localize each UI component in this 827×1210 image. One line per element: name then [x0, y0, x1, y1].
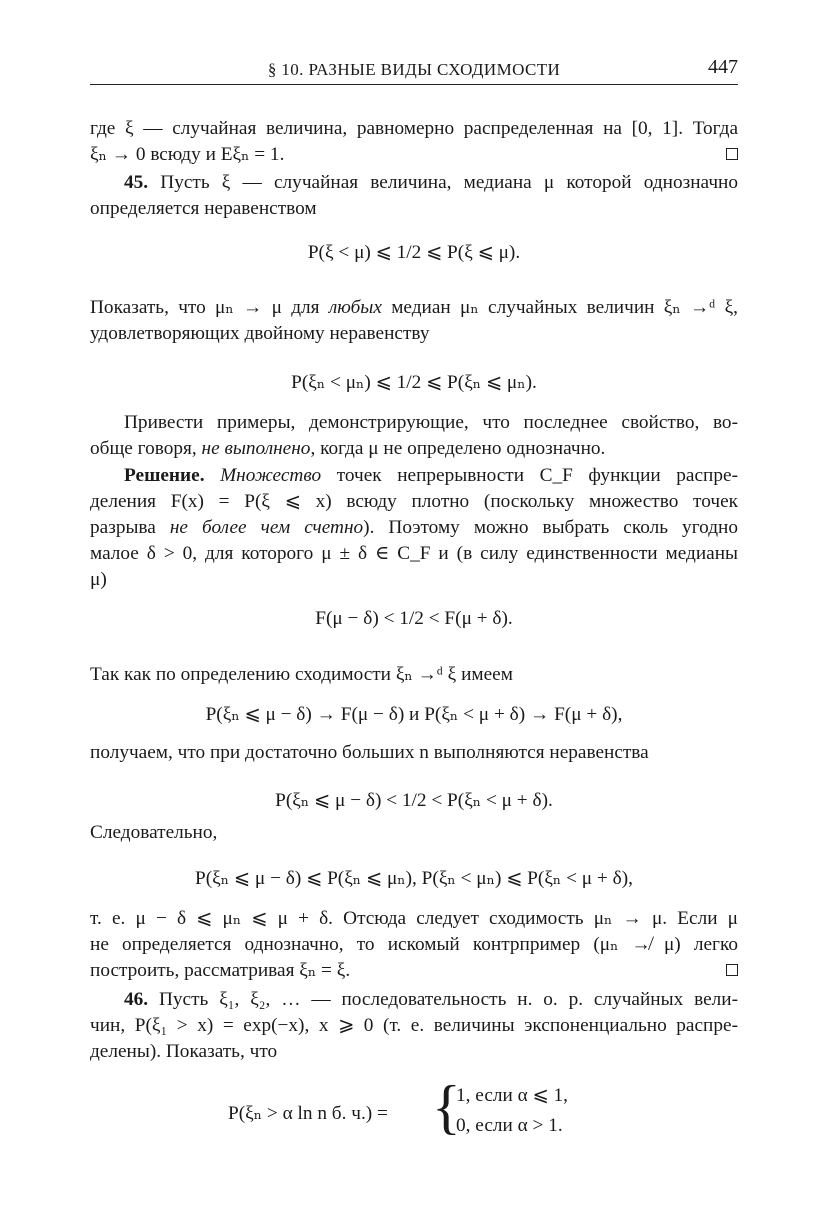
text-line: чин, P(ξ₁ > x) = exp(−x), x ⩾ 0 (т. е. величины экспоненциально распре-	[90, 1015, 738, 1036]
problem-number: 46.	[124, 989, 149, 1010]
text-line: малое δ > 0, для которого μ ± δ ∈ C_F и (в силу единственности медианы	[90, 543, 738, 564]
text-line	[90, 436, 738, 462]
solution-label: Решение.	[124, 465, 205, 486]
end-of-proof-icon	[726, 148, 738, 160]
emphasis-text: любых	[328, 297, 382, 318]
text-line: делены). Показать, что	[90, 1041, 278, 1062]
display-formula: P(ξₙ ⩽ μ − δ) < 1/2 < P(ξₙ < μ + δ).	[275, 790, 553, 811]
text-line-content: точек непрерывности C_F функции распре-	[336, 465, 738, 486]
display-formula: P(ξₙ ⩽ μ − δ) ⩽ P(ξₙ ⩽ μₙ), P(ξₙ < μₙ) ⩽ P(ξₙ < μ + δ),	[195, 868, 633, 889]
text-line: μ)	[90, 569, 107, 590]
text-line: определяется неравенством	[90, 198, 317, 219]
display-formula: F(μ − δ) < 1/2 < F(μ + δ).	[315, 608, 513, 629]
text-line: т. е. μ − δ ⩽ μₙ ⩽ μ + δ. Отсюда следует сходимость μₙ → μ. Если μ	[90, 908, 738, 929]
emphasis-text: не выполнено	[201, 438, 311, 459]
text-line: Следовательно,	[90, 822, 218, 843]
text-line	[90, 958, 738, 984]
display-formula: P(ξₙ < μₙ) ⩽ 1/2 ⩽ P(ξₙ ⩽ μₙ).	[291, 372, 537, 393]
end-of-proof-icon	[726, 964, 738, 976]
text-line	[90, 515, 738, 541]
text-line: удовлетворяющих двойному неравенству	[90, 323, 430, 344]
text-line	[90, 295, 738, 321]
display-formula: P(ξₙ ⩽ μ − δ) → F(μ − δ) и P(ξₙ < μ + δ) → F(μ + δ),	[205, 704, 623, 725]
solution-line	[90, 463, 738, 489]
case-one: 1, если α ⩽ 1,	[456, 1085, 568, 1106]
text-line	[90, 142, 738, 168]
problem-46-line	[90, 987, 738, 1013]
text-line: получаем, что при достаточно больших n выполняются неравенства	[90, 742, 649, 763]
emphasis-text: Множество	[220, 465, 322, 486]
text-line: деления F(x) = P(ξ ⩽ x) всюду плотно (поскольку множество точек	[90, 491, 738, 512]
text-line: Так как по определению сходимости ξₙ →ᵈ ξ имеем	[90, 664, 513, 685]
display-formula-cases	[90, 1074, 738, 1145]
text-line-content: Показать, что μₙ → μ для	[90, 297, 320, 318]
text-line-content: построить, рассматривая ξₙ = ξ.	[90, 960, 351, 981]
text-line-content: ξₙ → 0 всюду и Eξₙ = 1.	[90, 144, 285, 165]
problem-45-line	[90, 170, 738, 196]
text-line-content: Пусть ξ₁, ξ₂, … — последовательность н. о. р. случайных вели-	[158, 989, 738, 1010]
text-line-content: ). Поэтому можно выбрать сколь угодно	[363, 517, 738, 538]
case-two: 0, если α > 1.	[456, 1115, 563, 1136]
formula-left-side: P(ξₙ > α ln n б. ч.) =	[228, 1103, 388, 1124]
text-line-content: обще говоря,	[90, 438, 197, 459]
page-number: 447	[708, 56, 738, 78]
text-line-content: , когда μ не определено однозначно.	[310, 438, 606, 459]
text-line: где ξ — случайная величина, равномерно распределенная на [0, 1]. Тогда	[90, 118, 738, 139]
text-line-content: разрыва	[90, 517, 156, 538]
text-line: не определяется однозначно, то искомый контрпример (μₙ ↛ μ) легко	[90, 934, 738, 955]
problem-number: 45.	[124, 172, 149, 193]
text-line-content: медиан μₙ случайных величин ξₙ →ᵈ ξ,	[391, 297, 739, 318]
text-line-content: Пусть ξ — случайная величина, медиана μ которой однозначно	[160, 172, 738, 193]
text-line: Привести примеры, демонстрирующие, что последнее свойство, во-	[124, 412, 738, 433]
section-title: § 10. РАЗНЫЕ ВИДЫ СХОДИМОСТИ	[267, 60, 561, 79]
display-formula: P(ξ < μ) ⩽ 1/2 ⩽ P(ξ ⩽ μ).	[307, 242, 521, 263]
left-brace: {	[432, 1074, 461, 1140]
running-header	[90, 58, 738, 85]
emphasis-text: не более чем счетно	[169, 517, 364, 538]
